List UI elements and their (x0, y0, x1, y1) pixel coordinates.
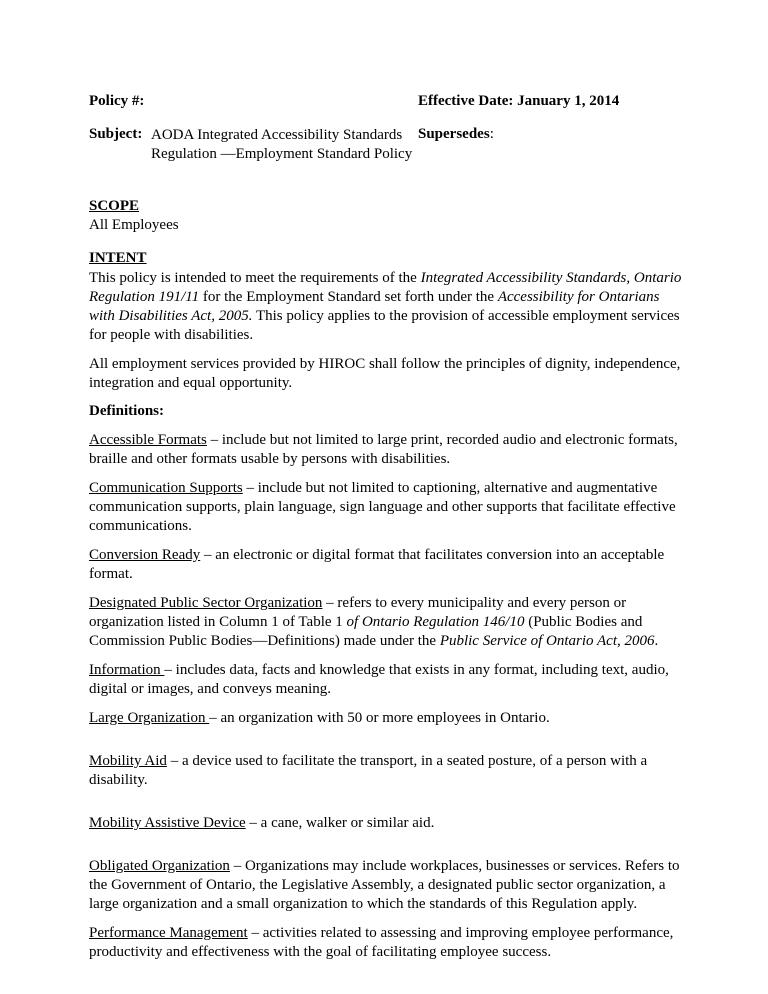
term-large-organization: Large Organization (89, 710, 210, 726)
definition-designated-public-sector (89, 594, 689, 651)
supersedes-label: Supersedes (418, 126, 490, 142)
scope-heading: SCOPE (89, 198, 140, 214)
def-large-organization: – an organization with 50 or more employees in Ontario. (209, 710, 550, 726)
intent-paragraph-1 (89, 269, 689, 345)
term-mobility-aid: Mobility Aid (89, 753, 167, 769)
def-designated-act: Public Service of Ontario Act, 2006 (439, 633, 655, 649)
definition-communication-supports (89, 479, 689, 536)
intent-p1-regulation: Integrated Accessibility Standards, Ontario Regulation 191/11 (89, 270, 682, 305)
definition-performance-management (89, 924, 689, 962)
term-performance-management: Performance Management (89, 925, 248, 941)
intent-heading: INTENT (89, 250, 147, 266)
def-designated-e: . (654, 633, 659, 649)
intent-paragraph-2: All employment services provided by HIROC shall follow the principles of dignity, independence, integration and equal opportunity. (89, 356, 681, 391)
term-mobility-assistive-device: Mobility Assistive Device (89, 815, 246, 831)
supersedes-colon: : (489, 126, 494, 142)
subject-line-2: Regulation —Employment Standard Policy (151, 146, 413, 162)
policy-number-label: Policy #: (89, 93, 145, 109)
term-designated-public-sector: Designated Public Sector Organization (89, 595, 323, 611)
def-conversion-ready: – an electronic or digital format that facilitates conversion into an acceptable format. (89, 547, 665, 582)
def-obligated-organization: – Organizations may include workplaces, businesses or services. Refers to the Government of Ontario, the Legislative Assembly, a designated public sector organization, a large organization and a small organization to which the standards of this Regulation apply. (89, 858, 680, 912)
definition-information (89, 661, 689, 699)
subject-label: Subject: (89, 126, 143, 142)
term-information: Information (89, 662, 165, 678)
definition-conversion-ready (89, 546, 689, 584)
term-accessible-formats: Accessible Formats (89, 432, 207, 448)
term-obligated-organization: Obligated Organization (89, 858, 230, 874)
def-performance-management: – activities related to assessing and improving employee performance, productivity and effectiveness with the goal of facilitating employee success. (89, 925, 674, 960)
definition-obligated-organization (89, 857, 689, 914)
def-designated-a: – refers to every municipality and every person or organization listed in Column 1 of Table 1 (89, 595, 627, 630)
subject-text (151, 126, 412, 164)
definition-large-organization (89, 709, 689, 728)
definition-mobility-assistive-device (89, 814, 689, 833)
intent-p1-text-a: This policy is intended to meet the requirements of the (89, 270, 421, 286)
subject-line-1: AODA Integrated Accessibility Standards (151, 127, 403, 143)
intent-p1-text-e: This policy applies to the provision of accessible employment services for people with disabilities. (89, 308, 680, 343)
intent-p1-act: Accessibility for Ontarians with Disabilities Act, 2005. (89, 289, 660, 324)
def-communication-supports: – include but not limited to captioning, alternative and augmentative communication supports, plain language, sign language and other supports that facilitate effective communications. (89, 480, 676, 534)
intent-p1-text-c: for the Employment Standard set forth under the (199, 289, 498, 305)
effective-date: Effective Date: January 1, 2014 (418, 93, 620, 109)
scope-text: All Employees (89, 217, 179, 233)
def-mobility-aid: – a device used to facilitate the transport, in a seated posture, of a person with a disability. (89, 753, 648, 788)
def-accessible-formats: – include but not limited to large print, recorded audio and electronic formats, braille and other formats usable by persons with disabilities. (89, 432, 678, 467)
term-communication-supports: Communication Supports (89, 480, 243, 496)
def-mobility-assistive-device: – a cane, walker or similar aid. (245, 815, 435, 831)
def-designated-c: (Public Bodies and Commission Public Bodies—Definitions) made under the (89, 614, 643, 649)
definition-mobility-aid (89, 752, 689, 790)
supersedes (418, 126, 494, 143)
definitions-heading: Definitions: (89, 403, 164, 419)
definition-accessible-formats (89, 431, 689, 469)
term-conversion-ready: Conversion Ready (89, 547, 201, 563)
def-information: – includes data, facts and knowledge that exists in any format, including text, audio, digital or images, and conveys meaning. (89, 662, 669, 697)
def-designated-regulation: of Ontario Regulation 146/10 (346, 614, 525, 630)
